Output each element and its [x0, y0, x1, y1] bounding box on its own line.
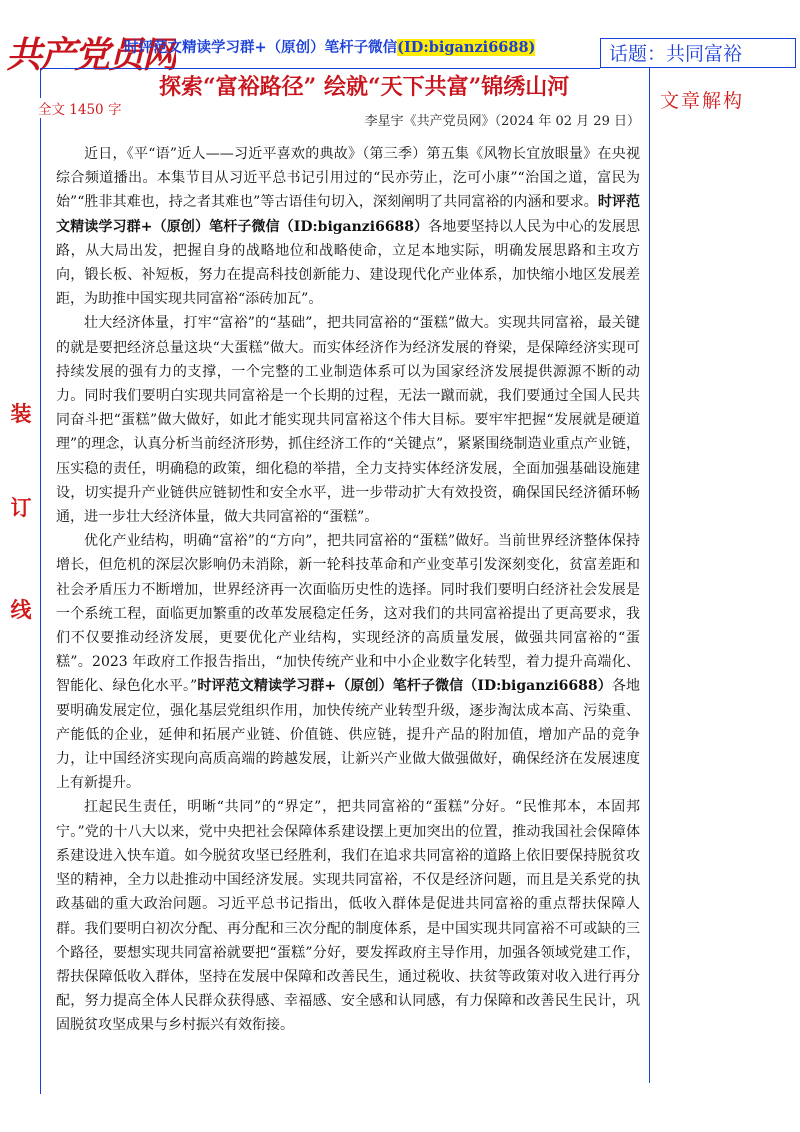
- paragraph-4: [56, 795, 640, 1037]
- left-margin-rule: [40, 68, 41, 1094]
- byline: 李星宇《共产党员网》（2024 年 02 月 29 日）: [364, 114, 640, 129]
- paragraph-text: 各地要坚持以人民为中心的发展思路，从大局出发，把握自身的战略地位和战略使命，立足本地实际，明确发展思路和主攻方向，锻长板、补短板，努力在提高科技创新能力、建设现代化产业体系，加快缩小地区发展差距，为助推中国实现共同富裕“添砖加瓦”。: [56, 218, 641, 308]
- paragraph-1: [56, 142, 640, 311]
- top-rule: [40, 68, 600, 69]
- paragraph-text: 壮大经济体量，打牢“富裕”的“基础”，把共同富裕的“蛋糕”做大。实现共同富裕，最关键的就是要把经济总量这块“大蛋糕”做大。而实体经济作为经济发展的脊梁，是保障经济实现可持续发展的强有力的支撑，一个完整的工业制造体系可以为国家经济发展提供源源不断的动力。同时我们要明白实现共同富裕是一个长期的过程，无法一蹴而就，我们要通过全国人民共同奋斗把“蛋糕”做大做好，如此才能实现共同富裕这个伟大目标。要牢牢把握“发展就是硬道理”的理念，认真分析当前经济形势，抓住经济工作的“关键点”，紧紧围绕制造业重点产业链，压实稳的责任，明确稳的政策，细化稳的举措，全力支持实体经济发展，全面加强基础设施建设，切实提升产业链供应链韧性和安全水平，进一步带动扩大有效投资，确保国民经济循环畅通，进一步壮大经济体量，做大共同富裕的“蛋糕”。: [56, 315, 640, 526]
- section-side-label: 文章解构: [660, 90, 745, 112]
- right-margin-rule: [649, 68, 650, 1083]
- promo-inline: 时评范文精读学习群+（原创）笔杆子微信（ID:biganzi6688）: [197, 678, 612, 695]
- article-body: [56, 142, 640, 1038]
- binding-mark-2: 订: [10, 495, 32, 520]
- promo-line-id: (ID:biganzi6688): [397, 39, 536, 56]
- paragraph-text: 扛起民生责任，明晰“共同”的“界定”，把共同富裕的“蛋糕”分好。“民惟邦本，本固邦宁。”党的十八大以来，党中央把社会保障体系建设摆上更加突出的位置，推动我国社会保障体系建设进入快车道。如今脱贫攻坚已经胜利，我们在追求共同富裕的道路上依旧要保持脱贫攻坚的精神，全力以赴推动中国经济发展。实现共同富裕，不仅是经济问题，而且是关系党的执政基础的重大政治问题。习近平总书记指出，低收入群体是促进共同富裕的重点帮扶保障人群。我们要明白初次分配、再分配和三次分配的制度体系，是中国实现共同富裕不可或缺的三个路径，要想实现共同富裕就要把“蛋糕”分好，要发挥政府主导作用，加强各领域党建工作，帮扶保障低收入群体，坚持在发展中保障和改善民生，通过税收、扶贫等政策对收入进行再分配，努力提高全体人民群众获得感、幸福感、安全感和认同感，有力保障和改善民生民计，巩固脱贫攻坚成果与乡村振兴有效衔接。: [56, 799, 640, 1034]
- site-logo: 共产党员网: [6, 34, 176, 76]
- paragraph-3: [56, 529, 640, 795]
- word-count: 全文 1450 字: [38, 98, 121, 118]
- binding-mark-3: 线: [10, 597, 32, 622]
- promo-inline: 时评范文精读学习群+（原创）笔杆子微信（ID:biganzi6688）: [56, 194, 640, 235]
- promo-line-prefix: 时评范文精读学习群+（原创）笔杆子微信: [124, 39, 398, 56]
- paragraph-2: [56, 311, 640, 529]
- promo-line: [124, 36, 535, 57]
- article-title: 探索“富裕路径” 绘就“天下共富”锦绣山河: [159, 74, 570, 100]
- binding-mark-1: 装: [10, 401, 32, 426]
- topic-box: 话题：共同富裕: [600, 38, 796, 68]
- paragraph-text: 各地要明确发展定位，强化基层党组织作用，加快传统产业转型升级，逐步淘汰成本高、污染重、产能低的企业，延伸和拓展产业链、价值链、供应链，提升产品的附加值，增加产品的竞争力，让中国经济实现向高质高端的跨越发展，让新兴产业做大做强做好，确保经济在发展速度上有新提升。: [56, 678, 640, 792]
- paragraph-text: 近日，《平“语”近人——习近平喜欢的典故》（第三季）第五集《风物长宜放眼量》在央视综合频道播出。本集节目从习近平总书记引用过的“民亦劳止，汔可小康”“治国之道，富民为始”“胜非其难也，持之者其难也”等古语佳句切入，深刻阐明了共同富裕的内涵和要求。: [56, 146, 640, 211]
- paragraph-text: 优化产业结构，明确“富裕”的“方向”，把共同富裕的“蛋糕”做好。当前世界经济整体保持增长，但危机的深层次影响仍未消除，新一轮科技革命和产业变革引发深刻变化，贫富差距和社会矛盾压力不断增加，世界经济再一次面临历史性的选择。同时我们要明白经济社会发展是一个系统工程，面临更加繁重的改革发展稳定任务，这对我们的共同富裕提出了更高要求，我们不仅要推动经济发展，更要优化产业结构，实现经济的高质量发展，做强共同富裕的“蛋糕”。2023 年政府工作报告指出，“加快传统产业和中小企业数字化转型，着力提升高端化、智能化、绿色化水平。”: [56, 533, 640, 695]
